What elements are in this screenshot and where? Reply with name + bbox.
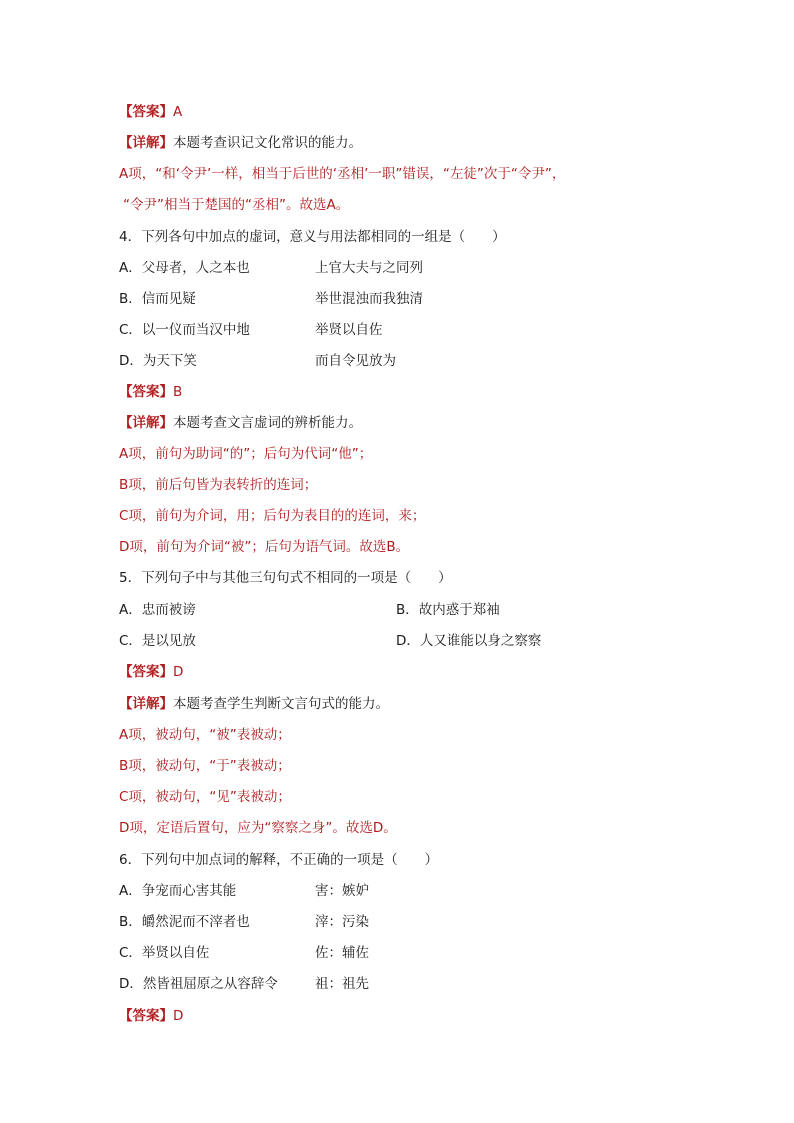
q5-explain-c: C项，被动句，“见”表被动； [119, 789, 291, 805]
q4-question: 4．下列各句中加点的虚词，意义与用法都相同的一组是（ ） [119, 229, 506, 245]
q6-answer [119, 1006, 183, 1026]
option-left: D．然皆祖屈原之从容辞令 [119, 976, 278, 992]
detail-text: 本题考查文言虚词的辨析能力。 [173, 415, 362, 431]
option-right: 上官大夫与之同列 [315, 260, 423, 276]
option-left: A．忠而被谤 [119, 602, 196, 618]
option-left: C．举贤以自佐 [119, 945, 210, 961]
answer-value: A [173, 104, 183, 120]
q5-explain-d: D项，定语后置句，应为“察察之身”。故选D。 [119, 820, 397, 836]
answer-label: 【答案】 [119, 1008, 173, 1024]
answer-value: D [173, 1008, 184, 1024]
q3-answer [119, 102, 182, 122]
option-left: D．为天下笑 [119, 353, 197, 369]
option-right: B．故内惑于郑袖 [396, 602, 500, 618]
option-right: 滓：污染 [315, 914, 369, 930]
detail-label: 【详解】 [119, 696, 173, 712]
option-left: B．皭然泥而不滓者也 [119, 914, 250, 930]
option-right: 祖：祖先 [315, 976, 369, 992]
answer-value: B [173, 384, 183, 400]
q6-question: 6．下列句中加点词的解释，不正确的一项是（ ） [119, 852, 439, 868]
q4-detail [119, 413, 362, 433]
option-right: 害：嫉妒 [315, 883, 369, 899]
q3-explain-line-1: A项，“和‘令尹’一样，相当于后世的‘丞相’一职”错误，“左徒”次于“令尹”， [119, 166, 566, 182]
option-left: B．信而见疑 [119, 291, 196, 307]
q5-answer [119, 662, 183, 682]
option-left: A．父母者，人之本也 [119, 260, 250, 276]
q4-explain-a: A项，前句为助词“的”；后句为代词“他”； [119, 446, 373, 462]
q4-explain-c: C项，前句为介词，用；后句为表目的的连词，来； [119, 508, 426, 524]
q3-explain-line-2: “令尹”相当于楚国的“丞相”。故选A。 [123, 197, 350, 213]
q5-explain-b: B项，被动句，“于”表被动； [119, 758, 291, 774]
answer-label: 【答案】 [119, 664, 173, 680]
detail-text: 本题考查学生判断文言句式的能力。 [173, 696, 389, 712]
option-left: C．是以见放 [119, 633, 196, 649]
option-right: 佐：辅佐 [315, 945, 369, 961]
detail-label: 【详解】 [119, 135, 173, 151]
q4-explain-d: D项，前句为介词“被”；后句为语气词。故选B。 [119, 539, 410, 555]
option-left: C．以一仪而当汉中地 [119, 322, 250, 338]
answer-value: D [173, 664, 184, 680]
option-right: D．人又谁能以身之察察 [396, 633, 542, 649]
q5-explain-a: A项，被动句，“被”表被动； [119, 727, 291, 743]
option-right: 举世混浊而我独清 [315, 291, 423, 307]
answer-label: 【答案】 [119, 384, 173, 400]
q3-detail [119, 133, 362, 153]
q5-question: 5．下列句子中与其他三句句式不相同的一项是（ ） [119, 570, 452, 586]
detail-label: 【详解】 [119, 415, 173, 431]
q5-detail [119, 694, 389, 714]
detail-text: 本题考查识记文化常识的能力。 [173, 135, 362, 151]
q4-answer [119, 382, 182, 402]
option-right: 举贤以自佐 [315, 322, 383, 338]
option-left: A．争宠而心害其能 [119, 883, 237, 899]
answer-label: 【答案】 [119, 104, 173, 120]
q4-explain-b: B项，前后句皆为表转折的连词； [119, 477, 318, 493]
option-right: 而自令见放为 [315, 353, 396, 369]
